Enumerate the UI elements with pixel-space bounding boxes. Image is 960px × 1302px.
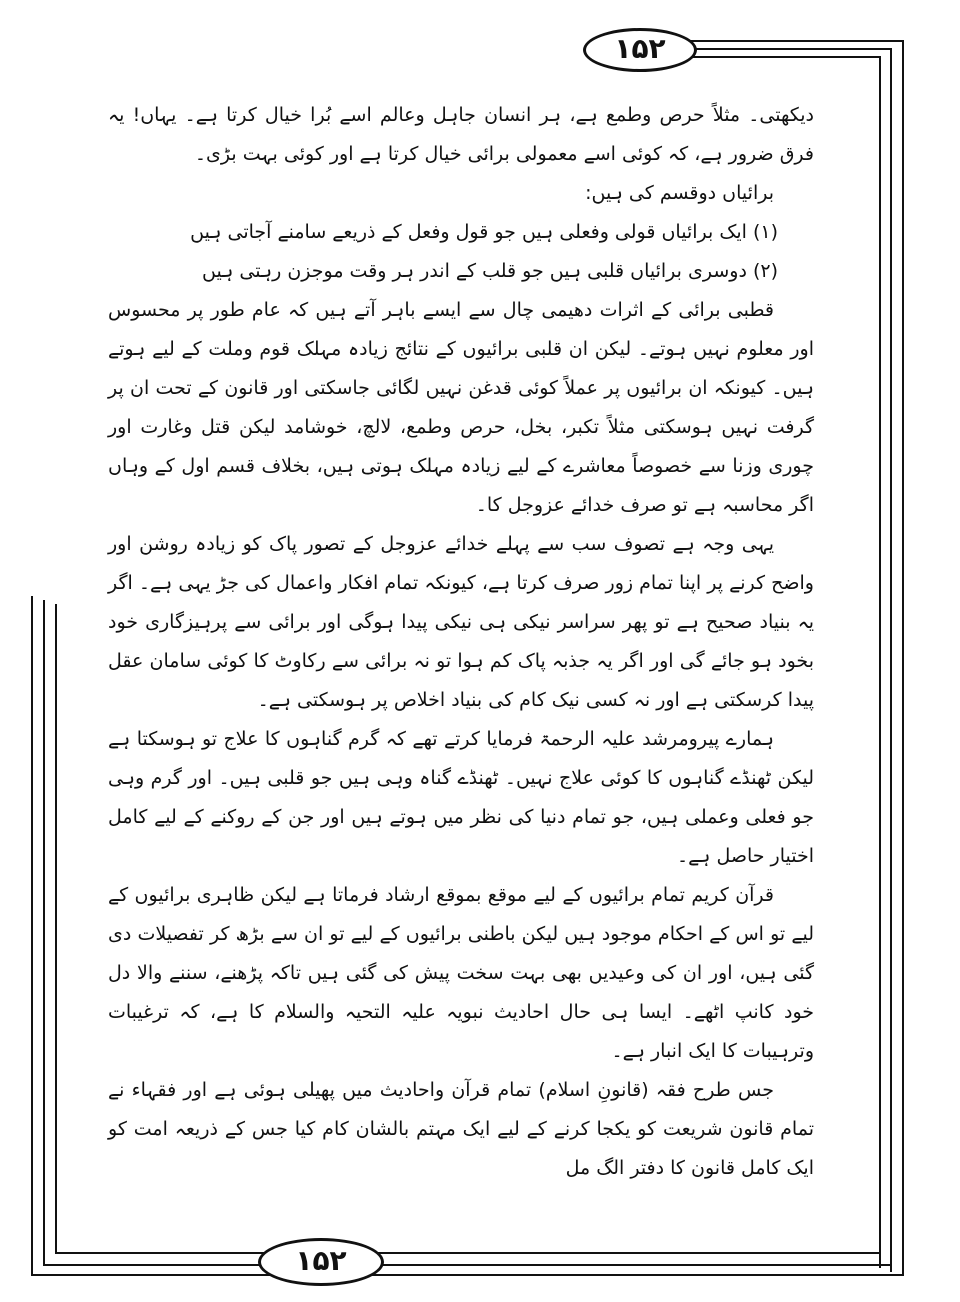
frame-line-bottom-outer bbox=[31, 1274, 904, 1276]
list-item-2: (۲) دوسری برائیاں قلبی ہیں جو قلب کے اندر ہر وقت موجزن رہتی ہیں bbox=[202, 260, 778, 282]
paragraph-3: قطبی برائی کے اثرات دھیمی چال سے ایسے باہر آتے ہیں کہ عام طور پر محسوس اور معلوم نہیں ہوتے۔ لیکن ان قلبی برائیوں کے نتائج زیادہ مہلک قوم وملت کے لیے ہوتے ہیں۔ کیونکہ ان برائیوں پر عملاً کوئی قدغن نہیں لگائی جاسکتی اور قانون کے تحت ان پر گرفت نہیں ہوسکتی مثلاً تکبر، بخل، حرص وطمع، لالچ، خوشامد لیکن قتل وغارت اور چوری وزنا سے خصوصاً معاشرے کے لیے زیادہ مہلک ہوتی ہیں، بخلاف قسم اول کے وہاں اگر محاسبہ ہے تو صرف خدائے عزوجل کا۔ bbox=[108, 299, 814, 516]
frame-line-bottom-inner bbox=[55, 1252, 881, 1254]
frame-line-right-outer bbox=[902, 40, 904, 1276]
frame-line-bottom-middle bbox=[43, 1264, 892, 1266]
frame-line-top-inner bbox=[690, 56, 881, 58]
paragraph-4: یہی وجہ ہے تصوف سب سے پہلے خدائے عزوجل کے تصور پاک کو زیادہ روشن اور واضح کرنے پر اپنا تمام زور صرف کرتا ہے، کیونکہ تمام افکار واعمال کی جڑ یہی ہے۔ اگر یہ بنیاد صحیح ہے تو پھر سراسر نیکی ہی نیکی پیدا ہوگی اور برائی سے پرہیزگاری خود بخود ہو جائے گی اور اگر یہ جذبہ پاک کم ہوا تو نہ برائی سے رکاوٹ کا کوئی سامان عقل پیدا کرسکتی ہے اور نہ کسی نیک کام کی بنیاد اخلاص پر ہوسکتی ہے۔ bbox=[108, 533, 814, 711]
page-number-bottom: ۱۵۲ bbox=[258, 1238, 384, 1286]
frame-line-right-middle bbox=[890, 48, 892, 1272]
paragraph-6: قرآن کریم تمام برائیوں کے لیے موقع بموقع ارشاد فرماتا ہے لیکن ظاہری برائیوں کے لیے تو اس کے احکام موجود ہیں لیکن باطنی برائیوں کے لیے تو ان سے بڑھ کر تفصیلات دی گئی ہیں، اور ان کی وعیدیں بھی بہت سخت پیش کی گئی ہیں تاکہ پڑھنے، سننے والا دل خود کانپ اٹھے۔ ایسا ہی حال احادیث نبویہ علیہ التحیہ والسلام کا ہے، کہ ترغیبات وترہیبات کا ایک انبار ہے۔ bbox=[108, 884, 814, 1062]
paragraph-1: دیکھتی۔ مثلاً حرص وطمع ہے، ہر انسان جاہل وعالم اسے بُرا خیال کرتا ہے۔ یہاں! یہ فرق ضرور ہے، کہ کوئی اسے معمولی برائی خیال کرتا ہے اور کوئی بہت بڑی۔ bbox=[108, 104, 814, 165]
paragraph-5: ہمارے پیرومرشد علیہ الرحمۃ فرمایا کرتے تھے کہ گرم گناہوں کا علاج تو ہوسکتا ہے لیکن ٹھنڈے گناہوں کا کوئی علاج نہیں۔ ٹھنڈے گناہ وہی ہیں جو قلبی ہیں۔ اور گرم وہی جو فعلی وعملی ہیں، جو تمام دنیا کی نظر میں ہوتے ہیں اور جن کے روکنے کے لیے کامل اختیار حاصل ہے۔ bbox=[108, 728, 814, 867]
page-number-top: ۱۵۲ bbox=[583, 28, 697, 72]
paragraph-7: جس طرح فقہ (قانونِ اسلام) تمام قرآن واحادیث میں پھیلی ہوئی ہے اور فقہاء نے تمام قانون شریعت کو یکجا کرنے کے لیے ایک مہتم بالشان کام کیا جس کے ذریعہ امت کو ایک کامل قانون کا دفتر الگ مل bbox=[108, 1079, 814, 1179]
frame-line-left-middle bbox=[43, 600, 45, 1264]
list-item-1: (۱) ایک برائیاں قولی وفعلی ہیں جو قول وفعل کے ذریعے سامنے آجاتی ہیں bbox=[190, 221, 778, 243]
frame-line-left-inner bbox=[55, 604, 57, 1252]
frame-line-right-inner bbox=[879, 56, 881, 1268]
frame-line-top-outer bbox=[688, 40, 904, 42]
frame-line-top-middle bbox=[690, 48, 892, 50]
body-text bbox=[108, 96, 814, 1188]
frame-line-left-outer bbox=[31, 596, 33, 1276]
paragraph-2: برائیاں دوقسم کی ہیں: bbox=[585, 182, 774, 204]
